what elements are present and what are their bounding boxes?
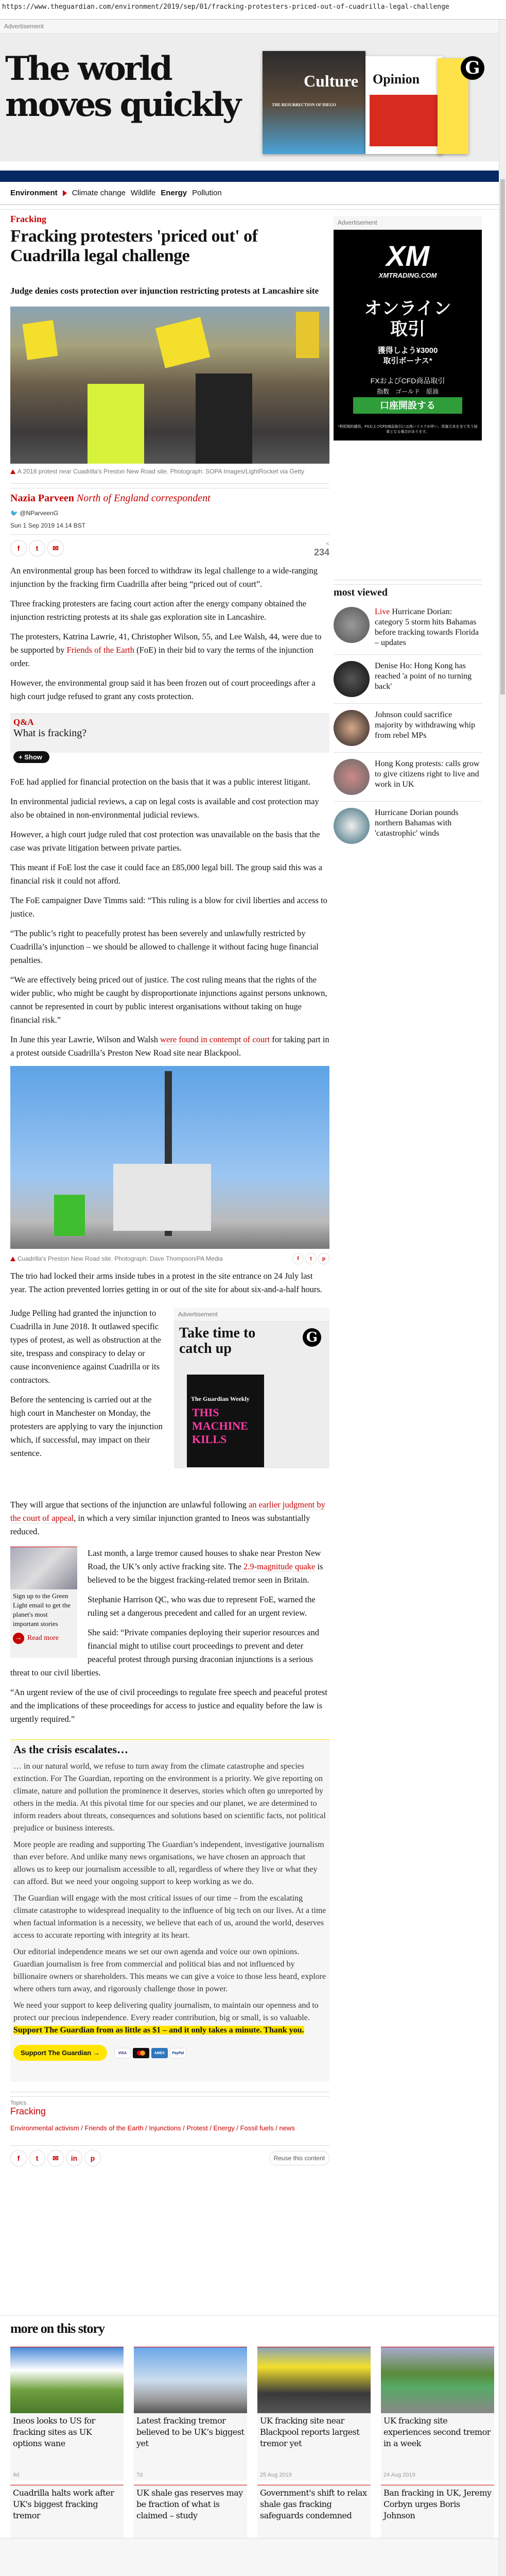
article: Fracking Fracking protesters 'priced out' of Cuadrilla legal challenge Judge denies costs protection over injunction restricting protests at Lancashire site A 2018 protest near Cuadrilla's Preston New Road site. Photograph: SOPA Images/LightRocket via Getty Nazia Parveen North of England correspondent 🐦 @NParveenG Sun 1 Sep 2019 14.14 BST f t ✉ < 234 An environmental group has been forced to withdraw its legal challenge to a wide-ranging injunction by the fracking firm Cuadrilla after being “priced out of court”. Three fracking protesters are facing court action after the energy company obtained the injunction restricting protests at its shale gas exploration site in Lancashire. The protesters, Katrina Lawrie, 41, Christopher Wilson, 55, and Lee Walsh, 44, were due to be supported by Friends of the Earth (FoE) in their bid to vary the terms of the injunction order. However, the environmental group said it has been frozen out of court proceedings after a high court judge refused to grant any costs protection. Q&A What is fracking? + Show FoE had applied for financial protection on the basis that it was a public interest litigant. In environmental judicial reviews, a cap on legal costs is available and cost protection may also be obtained in non-environmental judicial reviews. However, a high court judge ruled that cost protection was unavailable on the basis that the case was private litigation between private parties. This meant if FoE lost the case it could face an £85,000 legal bill. The group said this was a financial risk it could not afford. The FoE campaigner Dave Timms said: “This ruling is a blow for civil liberties and access to justice. “The public’s right to peacefully protest has been severely and unlawfully restricted by Cuadrilla’s injunction – we should be allowed to challenge it without facing huge financial penalties. “We are effectively being priced out of justice. The cost ruling means that the rights of the wider public, who might be caught by disproportionate injunctions against persons unknown, cannot be represented in court by public interest organisations without taking on huge financial risk.” In June this year Lawrie, Wilson and Walsh were found in contempt of court for taking part in a protest outside Cuadrilla’s Preston New Road site near Blackpool. Cuadrilla's Preston New Road site. Photograph: Dave Thompson/PA Media f t p The trio had locked their arms inside tubes in a protest in the site entrance on 24 July last year. The action prevented lorries getting in or out of the site for about six-and-a-half hours. Judge Pelling had granted the injunction to Cuadrilla in June 2018. It outlawed specific types of protest, as well as obstruction at the site, trespass and conspiracy to delay or cause inconvenience against Cuadrilla or its contractors. Before the sentencing is carried out at the high court in Manchester on Monday, the protesters are applying to vary the injunction which, if successful, may impact on their sentence. Advertisement Take time to catch up G The Guardian Weekly THIS MACHINE KILLS They will argue that sections of the injunction are unlawful following an earlier judgment by the court of appeal, in which a very similar injunction granted to Ineos was substantially reduced. Sign up to the Green Light email to get the planet's most important stories → Read more Last month, a large tremor caused houses to shake near Preston New Road, the UK’s only active fracking site. The 2.9-magnitude quake is believed to be the biggest fracking-related tremor seen in Britain. Stephanie Harrison QC, who was due to represent FoE, warned the ruling set a dangerous precedent and called for an urgent review. She said: “Private companies deploying their superior resources and financial might to utilise court proceedings to prevent and deter peaceful protest through pursing draconian injunctions is a serious threat to our civil liberties. “An urgent review of the use of civil proceedings to regulate free speech and peaceful protest and the implications of these proceedings for access to justice and equality before the law is urgently required.” As the crisis escalates… … in our natural world, we refuse to turn away from the climate catastrophe and species extinction. For The Guardian, reporting on the environment is a priority. We give reporting on climate, nature and pollution the prominence it deserves, stories which often go unreported by others in the media. At this pivotal time for our species and our planet, we are determined to inform readers about threats, consequences and solutions based on scientific facts, not political prejudice or business interests. More people are reading and supporting The Guardian’s independent, investigative journalism than ever before. And unlike many news organisations, we have chosen an approach that allows us to keep our journalism accessible to all, regardless of where they live or what they can afford. But we need your ongoing support to keep working as we do. The Guardian will engage with the most critical issues of our time – from the escalating climate catastrophe to widespread inequality to the influence of big tech on our lives. At a time when factual information is a necessity, we believe that each of us, around the world, deserves access to accurate reporting with integrity at its heart. Our editorial independence means we set our own agenda and voice our own opinions. Guardian journalism is free from commercial and political bias and not influenced by billionaire owners or shareholders. This means we can give a voice to those less heard, explore where others turn away, and rigorously challenge those in power. We need your support to keep delivering quality journalism, to maintain our openness and to protect our precious independence. Every reader contribution, big or small, is so valuable. Support The Guardian from as little as $1 – and it only takes a minute. Thank you. Support The Guardian → VISA AMEX PayPal Topics Fracking Environmental activism / Friends of the Earth / Injunctions / Protest / Energy / Fossil fuels / news f t ✉ in p Reuse this content <box>10 210 329 2166</box>
amex-icon: AMEX <box>151 2048 168 2058</box>
tag-link[interactable]: news <box>279 2124 295 2132</box>
divider <box>334 580 482 585</box>
divider <box>10 2092 329 2097</box>
story-card[interactable] <box>10 2347 124 2481</box>
payment-cards <box>114 2048 186 2058</box>
story-date: 24 Aug 2019 <box>383 2472 415 2478</box>
thumbnail <box>334 607 370 643</box>
read-more-link[interactable]: → Read more <box>10 1631 77 1646</box>
xm-ad[interactable]: Advertisement XM XMTRADING.COM オンライン 取引 獲得しよう¥3000 取引ボーナス* FXおよびCFD商品取引 指数 ゴールド 原油 口座開設する <box>334 216 482 422</box>
guardian-logo: G <box>461 56 484 80</box>
story-image <box>134 2347 247 2413</box>
paragraph: In June this year Lawrie, Wilson and Walsh were found in contempt of court for taking part in a protest outside Cuadrilla’s Preston New Road site near Blackpool. <box>10 1035 329 1058</box>
triangle-right-icon <box>63 190 67 196</box>
story-card[interactable] <box>134 2347 247 2481</box>
paragraph: They will argue that sections of the injunction are unlawful following an earlier judgment by the court of appeal, in which a very similar injunction granted to Ineos was substantially reduced. <box>10 1500 325 1536</box>
ad-headline: The world moves quickly <box>5 49 240 124</box>
subnav-climate-change[interactable]: Climate change <box>72 189 126 197</box>
inline-ad[interactable]: Advertisement Take time to catch up G The Guardian Weekly THIS MACHINE KILLS <box>174 1308 329 1468</box>
story-title: Ineos looks to US for fracking sites as UK options wane <box>13 2416 95 2448</box>
pinterest-share-icon[interactable]: p <box>318 1253 329 1264</box>
twitter-handle[interactable]: 🐦 @NParveenG <box>10 510 59 517</box>
email-share-icon[interactable]: ✉ <box>47 2150 64 2166</box>
keyword-tags: Environmental activism / Friends of the Earth / Injunctions / Protest / Energy / Fossil fuels / news <box>10 2124 295 2132</box>
scrollbar[interactable] <box>499 20 506 2576</box>
paragraph: An environmental group has been forced to withdraw its legal challenge to a wide-ranging injunction by the fracking firm Cuadrilla after being “priced out of court”. <box>10 566 318 589</box>
subnav-environment[interactable]: Environment <box>10 189 58 197</box>
right-column: Advertisement XM XMTRADING.COM オンライン 取引 獲得しよう¥3000 取引ボーナス* FXおよびCFD商品取引 指数 ゴールド 原油 口座開設する *利用規約適用。FXおよびCFD商品取引には高いリスクが伴い、投資元本を全て失う結果となる場合があります。 most viewed Live Hurricane Dorian: category 5 storm hits Bahamas before tracking towards Florida – updates Denise Ho: Hong Kong has reached 'a point of no turning back' Johnson could sacrifice majority by withdrawing whip from rebel MPs Hong Kong protests: calls grow to give citizens right to live and work in UK Hurricane Dorian pounds northern Bahamas with 'catastrophic' winds <box>334 210 488 853</box>
story-card[interactable] <box>257 2347 371 2481</box>
guardian-logo: G <box>303 1328 321 1347</box>
tag-link[interactable]: Energy <box>213 2124 235 2132</box>
share-bar <box>10 540 329 556</box>
most-viewed-item[interactable]: Denise Ho: Hong Kong has reached 'a point of no turning back' <box>334 658 482 704</box>
qa-show-button[interactable]: + Show <box>13 751 49 763</box>
facebook-share-icon[interactable]: f <box>292 1253 304 1264</box>
guardian-weekly-cover: The Guardian Weekly THIS MACHINE KILLS <box>187 1375 264 1467</box>
tag-link[interactable]: Environmental activism <box>10 2124 79 2132</box>
page <box>0 20 499 2520</box>
most-viewed-item[interactable]: Hong Kong protests: calls grow to give citizens right to live and work in UK <box>334 756 482 802</box>
signup-image <box>10 1547 77 1589</box>
inline-link[interactable]: were found in contempt of court <box>160 1035 270 1044</box>
paragraph: The trio had locked their arms inside tubes in a protest in the site entrance on 24 July last year. The action prevented lorries getting in or out of the site for about six-and-a-half hours. <box>10 1271 322 1294</box>
story-title: UK fracking site near Blackpool reports largest tremor yet <box>260 2416 360 2448</box>
share-icon: < <box>325 540 329 547</box>
ad-label: Advertisement <box>0 20 499 33</box>
paragraph: “We are effectively being priced out of justice. The cost ruling means that the rights of the wider public, who might be caught by disproportionate injunctions against persons unknown, cannot be represented in court by public interest organisations without taking on huge financial risk.” <box>10 975 327 1025</box>
author-link[interactable]: Nazia Parveen <box>10 493 74 504</box>
reuse-content-button[interactable]: Reuse this content <box>269 2151 329 2165</box>
magazine-culture: Culture THE RESURRECTION OF DIEGO <box>263 51 365 154</box>
topic-fracking[interactable]: Fracking <box>10 2106 46 2116</box>
standfirst: Judge denies costs protection over injunction restricting protests at Lancashire site <box>10 286 319 296</box>
subnav-energy[interactable]: Energy <box>161 189 187 197</box>
photo-caption: Cuadrilla's Preston New Road site. Photograph: Dave Thompson/PA Media f t p <box>10 1253 329 1264</box>
story-image <box>10 2347 124 2413</box>
facebook-share-icon[interactable]: f <box>10 2150 27 2166</box>
story-image <box>381 2347 494 2413</box>
paragraph: In environmental judicial reviews, a cap on legal costs is available and cost protection may also be obtained in non-environmental judicial reviews. <box>10 796 319 820</box>
story-date: 7d <box>136 2472 143 2478</box>
scrollbar-thumb[interactable] <box>500 179 505 694</box>
tag-link[interactable]: Protest <box>186 2124 208 2132</box>
arrow-right-icon: → <box>13 1633 24 1644</box>
paragraph: Before the sentencing is carried out at the high court in Manchester on Monday, the protesters are applying to vary the injunction which, if successful, may impact on their sentence. <box>10 1395 163 1458</box>
address-bar[interactable]: https://www.theguardian.com/environment/2019/sep/01/fracking-protesters-priced-out-of-cuadrilla-legal-challenge <box>0 0 506 20</box>
top-banner-ad[interactable] <box>0 33 499 161</box>
linkedin-share-icon[interactable]: in <box>66 2150 82 2166</box>
site-photo <box>10 1066 329 1249</box>
divider <box>0 205 499 210</box>
twitter-share-icon[interactable]: t <box>29 540 45 556</box>
paragraph: However, a high court judge ruled that cost protection was unavailable on the basis that the case was private litigation between private parties. <box>10 829 320 853</box>
inline-link[interactable]: Friends of the Earth <box>66 645 135 655</box>
thumbnail <box>334 759 370 795</box>
share-count: < 234 <box>313 540 329 557</box>
paragraph: FoE had applied for financial protection on the basis that it was a public interest litigant. <box>10 777 310 787</box>
open-account-button[interactable]: 口座開設する <box>353 397 462 414</box>
paragraph: Judge Pelling had granted the injunction to Cuadrilla in June 2018. It outlawed specific types of protest, as well as obstruction at the site, trespass and conspiracy to delay or cause inconvenience against Cuadrilla or its contractors. <box>10 1308 161 1385</box>
green-light-signup[interactable]: Sign up to the Green Light email to get the planet's most important stories → Read more <box>10 1547 77 1658</box>
main-photo <box>10 307 329 464</box>
story-date: 4d <box>13 2472 20 2478</box>
triangle-up-icon <box>10 469 15 474</box>
paragraph: Three fracking protesters are facing court action after the energy company obtained the injunction restricting protests at its shale gas exploration site in Lancashire. <box>10 599 307 622</box>
thumbnail <box>334 661 370 697</box>
mastercard-icon <box>133 2048 149 2058</box>
qa-question: What is fracking? <box>13 727 87 739</box>
visa-icon: VISA <box>114 2048 131 2058</box>
story-title: UK fracking site experiences second tremor in a week <box>383 2416 491 2448</box>
story-date: 25 Aug 2019 <box>260 2472 292 2478</box>
story-card[interactable] <box>381 2347 494 2481</box>
paragraph: She said: “Private companies deploying their superior resources and financial might to utilise court proceedings to prevent and deter peaceful protest through pursing draconian injunctions is a serious threat to our civil liberties. <box>10 1628 319 1677</box>
magazine-opinion: Opinion <box>365 56 443 154</box>
most-viewed-item[interactable]: Johnson could sacrifice majority by withdrawing whip from rebel MPs <box>334 707 482 753</box>
email-share-icon[interactable]: ✉ <box>47 540 64 556</box>
section-kicker[interactable]: Fracking <box>10 214 46 224</box>
thumbnail <box>334 808 370 844</box>
story-title: Latest fracking tremor believed to be UK’s biggest yet <box>136 2416 245 2448</box>
support-button[interactable]: Support The Guardian → <box>13 2045 107 2061</box>
tag-link[interactable]: Fossil fuels <box>240 2124 274 2132</box>
article-body <box>10 564 329 1726</box>
story-title: Government's shift to relax shale gas fracking safeguards condemned <box>260 2488 367 2520</box>
story-title: UK shale gas reserves may be fraction of what is claimed – study <box>136 2488 243 2520</box>
inline-link[interactable]: 2.9-magnitude quake <box>243 1562 316 1571</box>
triangle-up-icon <box>10 1257 15 1261</box>
magazine-covers <box>263 51 468 157</box>
most-viewed: most viewed Live Hurricane Dorian: category 5 storm hits Bahamas before tracking towards Florida – updates Denise Ho: Hong Kong has reached 'a point of no turning back' Johnson could sacrifice majority by withdrawing whip from rebel MPs Hong Kong protests: calls grow to give citizens right to live and work in UK Hurricane Dorian pounds northern Bahamas with 'catastrophic' winds <box>334 580 482 850</box>
most-viewed-item[interactable]: Hurricane Dorian pounds northern Bahamas with 'catastrophic' winds <box>334 805 482 850</box>
twitter-share-icon[interactable]: t <box>29 2150 45 2166</box>
story-image <box>257 2347 371 2413</box>
divider <box>10 483 329 488</box>
paragraph: “The public’s right to peacefully protest has been severely and unlawfully restricted by Cuadrilla’s injunction – we should be allowed to challenge it without facing huge financial penalties. <box>10 928 319 965</box>
facebook-share-icon[interactable]: f <box>10 540 27 556</box>
subnav-pollution[interactable]: Pollution <box>192 189 222 197</box>
paragraph: Stephanie Harrison QC, who was due to represent FoE, warned the ruling set a dangerous precedent and called for an urgent review. <box>88 1595 316 1618</box>
paypal-icon: PayPal <box>170 2048 186 2058</box>
outbrain-recommendations <box>0 2538 499 2576</box>
paragraph: This meant if FoE lost the case it could face an £85,000 legal bill. The group said this was a financial risk it could not afford. <box>10 862 322 886</box>
tag-link[interactable]: Injunctions <box>149 2124 181 2132</box>
inline-link[interactable]: an earlier judgment by the court of appeal <box>10 1500 325 1523</box>
story-title: Cuadrilla halts work after UK's biggest fracking tremor <box>13 2488 114 2520</box>
publish-date: Sun 1 Sep 2019 14.14 BST <box>10 522 86 529</box>
qa-explainer: Q&A What is fracking? + Show <box>10 714 329 753</box>
paragraph: However, the environmental group said it has been frozen out of court proceedings after a high court judge refused to grant any costs protection. <box>10 678 316 701</box>
story-title: Ban fracking in UK, Jeremy Corbyn urges Boris Johnson <box>383 2488 492 2520</box>
epic-title: As the crisis escalates… <box>13 1743 129 1756</box>
contributions-epic: As the crisis escalates… … in our natural world, we refuse to turn away from the climate catastrophe and species extinction. For The Guardian, reporting on the environment is a priority. We give reporting on climate, nature and pollution the prominence it deserves, stories which often go unreported by others in the media. At this pivotal time for our species and our planet, we are determined to inform readers about threats, consequences and solutions based on scientific facts, not political prejudice or business interests. More people are reading and supporting The Guardian’s independent, investigative journalism than ever before. And unlike many news organisations, we have chosen an approach that allows us to keep our journalism accessible to all, regardless of where they live or what they can afford. But we need your ongoing support to keep working as we do. The Guardian will engage with the most critical issues of our time – from the escalating climate catastrophe to widespread inequality to the influence of big tech on our lives. At a time when factual information is a necessity, we believe that each of us, around the world, deserves access to accurate reporting with integrity at its heart. Our editorial independence means we set our own agenda and voice our own opinions. Guardian journalism is free from commercial and political bias and not influenced by billionaire owners or shareholders. This means we can give a voice to those less heard, explore where others turn away, and rigorously challenge those in power. We need your support to keep delivering quality journalism, to maintain our openness and to protect our precious independence. Every reader contribution, big or small, is so valuable. Support The Guardian from as little as $1 – and it only takes a minute. Thank you. Support The Guardian → VISA AMEX PayPal <box>10 1739 329 2081</box>
more-on-this-story: more on this story Ineos looks to US for fracking sites as UK options wane 4d Latest fracking tremor believed to be UK’s biggest yet 7d UK fracking site near Blackpool reports largest tremor yet 25 Aug 2019 UK fracking site experiences second tremor in a week 24 Aug 2019 Cuadrilla halts work after UK's biggest fracking tremor UK shale gas reserves may be fraction of what is claimed – study Government's shift to relax shale gas fracking safeguards condemned Ban fracking in UK, Jeremy Corbyn urges Boris Johnson <box>0 2315 499 2342</box>
article-headline: Fracking protesters 'priced out' of Cuadrilla legal challenge <box>10 227 258 265</box>
twitter-share-icon[interactable]: t <box>305 1253 317 1264</box>
paragraph: Last month, a large tremor caused houses to shake near Preston New Road, the UK’s only active fracking site. The 2.9-magnitude quake is believed to be the biggest fracking-related tremor seen in Britain. <box>88 1548 323 1585</box>
ad-headline: Take time to catch up <box>179 1325 256 1357</box>
photo-caption: A 2018 protest near Cuadrilla's Preston New Road site. Photograph: SOPA Images/LightRocket via Getty <box>10 468 329 475</box>
paragraph: The protesters, Katrina Lawrie, 41, Christopher Wilson, 55, and Lee Walsh, 44, were due to be supported by Friends of the Earth (FoE) in their bid to vary the terms of the injunction order. <box>10 632 322 668</box>
bottom-share-bar <box>10 2150 101 2166</box>
pinterest-share-icon[interactable]: p <box>84 2150 101 2166</box>
paragraph: The FoE campaigner Dave Timms said: “This ruling is a blow for civil liberties and access to justice. <box>10 895 327 919</box>
section-subnav <box>0 182 499 205</box>
most-viewed-item[interactable]: Live Hurricane Dorian: category 5 storm hits Bahamas before tracking towards Florida – updates <box>334 604 482 655</box>
thumbnail <box>334 710 370 746</box>
subnav-wildlife[interactable]: Wildlife <box>130 189 156 197</box>
top-nav-strip <box>0 171 499 182</box>
tag-link[interactable]: Friends of the Earth <box>84 2124 144 2132</box>
paragraph: “An urgent review of the use of civil proceedings to regulate free speech and peaceful protest and the implications of these proceedings for access to justice and equality before the law is urgently required.” <box>10 1687 327 1724</box>
byline: Nazia Parveen North of England correspondent <box>10 493 211 504</box>
